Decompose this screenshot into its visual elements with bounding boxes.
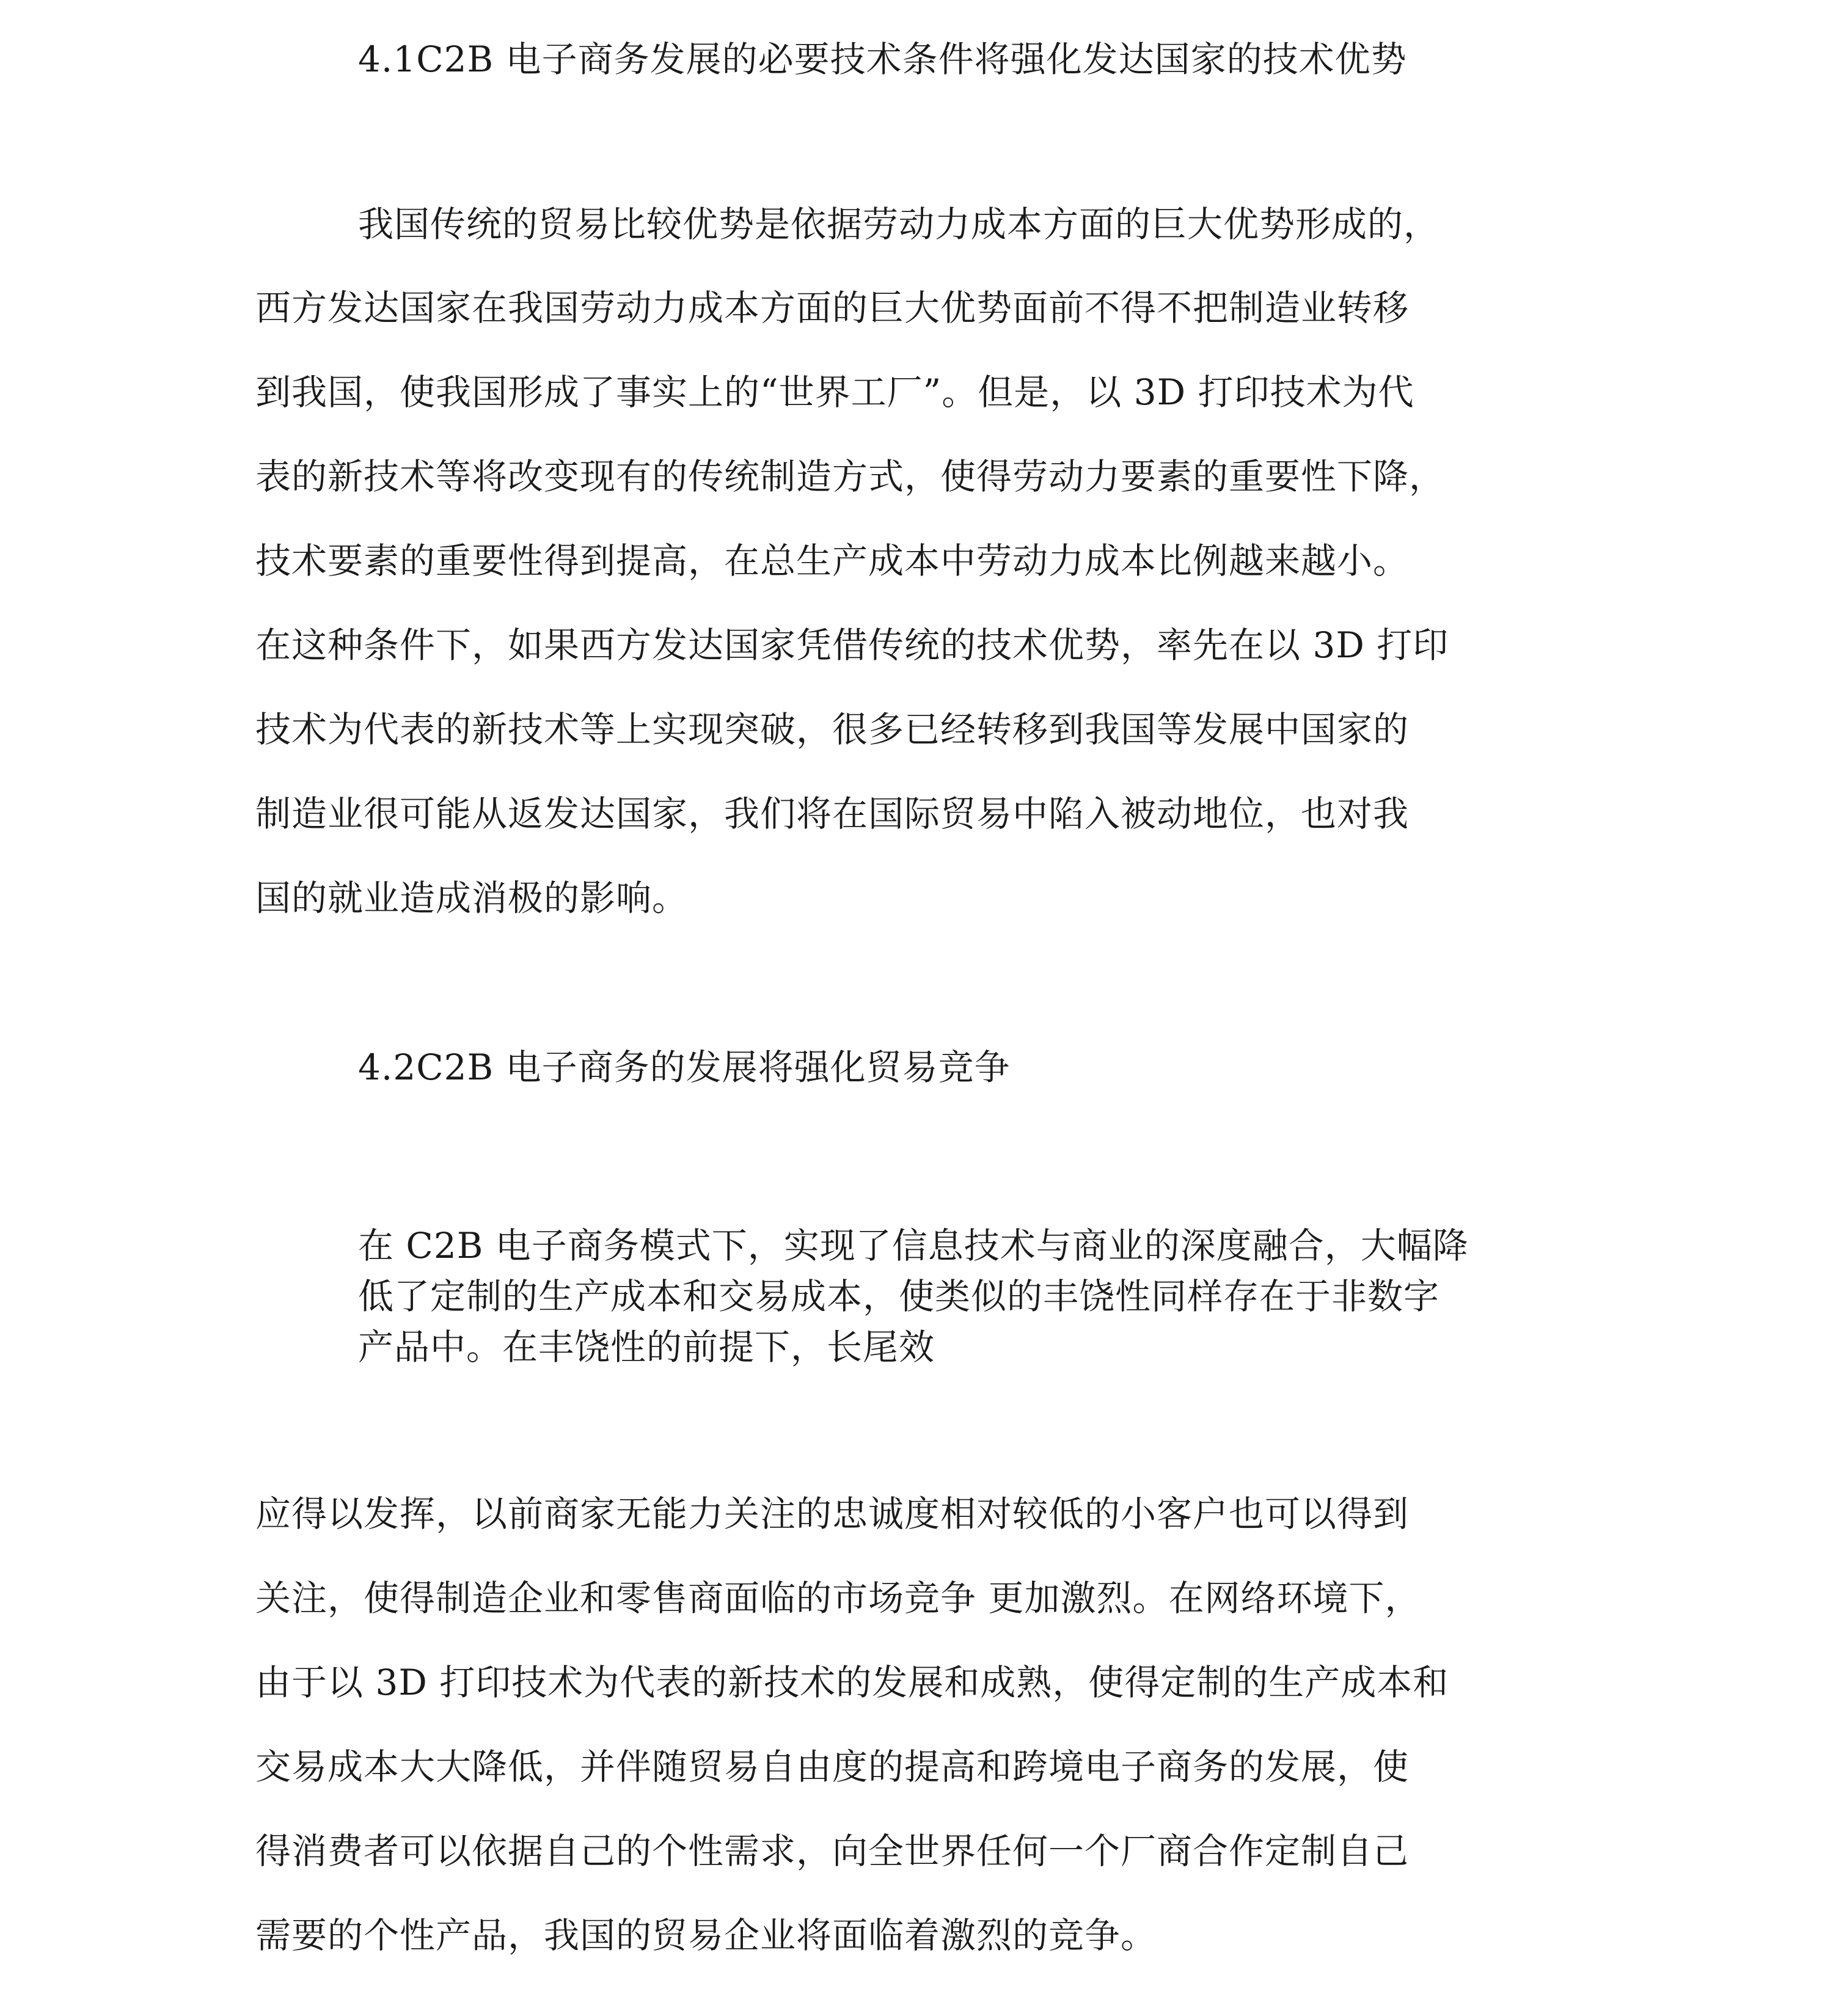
paragraph-line: 在这种条件下，如果西方发达国家凭借传统的技术优势，率先在以 3D 打印 <box>255 624 1449 666</box>
quote-line: 产品中。在丰饶性的前提下，长尾效 <box>358 1326 935 1368</box>
paragraph-line: 得消费者可以依据自己的个性需求，向全世界任何一个厂商合作定制自己 <box>255 1830 1410 1872</box>
paragraph-line: 技术为代表的新技术等上实现突破，很多已经转移到我国等发展中国家的 <box>255 709 1410 750</box>
paragraph-line: 应得以发挥，以前商家无能力关注的忠诚度相对较低的小客户也可以得到 <box>255 1493 1410 1535</box>
section-heading-4-1: 4.1C2B 电子商务发展的必要技术条件将强化发达国家的技术优势 <box>358 38 1407 80</box>
paragraph-line: 关注，使得制造企业和零售商面临的市场竞争 更加激烈。在网络环境下， <box>255 1577 1421 1619</box>
paragraph-line: 国的就业造成消极的影响。 <box>255 877 689 919</box>
paragraph-line: 交易成本大大降低，并伴随贸易自由度的提高和跨境电子商务的发展，使 <box>255 1746 1410 1788</box>
paragraph-line: 需要的个性产品，我国的贸易企业将面临着激烈的竞争。 <box>255 1915 1157 1956</box>
paragraph-line: 制造业很可能从返发达国家，我们将在国际贸易中陷入被动地位，也对我 <box>255 793 1410 835</box>
paragraph-line: 技术要素的重要性得到提高，在总生产成本中劳动力成本比例越来越小。 <box>255 540 1410 582</box>
section-heading-4-2: 4.2C2B 电子商务的发展将强化贸易竞争 <box>358 1046 1011 1088</box>
paragraph-line: 表的新技术等将改变现有的传统制造方式，使得劳动力要素的重要性下降， <box>255 456 1446 497</box>
quote-line: 在 C2B 电子商务模式下，实现了信息技术与商业的深度融合，大幅降 <box>358 1225 1469 1266</box>
paragraph-line: 我国传统的贸易比较优势是依据劳动力成本方面的巨大优势形成的， <box>358 203 1440 245</box>
paragraph-line: 到我国，使我国形成了事实上的“世界工厂”。但是，以 3D 打印技术为代 <box>255 371 1414 413</box>
paragraph-line: 由于以 3D 打印技术为代表的新技术的发展和成熟，使得定制的生产成本和 <box>255 1662 1449 1703</box>
quote-line: 低了定制的生产成本和交易成本，使类似的丰饶性同样存在于非数字 <box>358 1276 1440 1317</box>
paragraph-line: 西方发达国家在我国劳动力成本方面的巨大优势面前不得不把制造业转移 <box>255 287 1410 329</box>
